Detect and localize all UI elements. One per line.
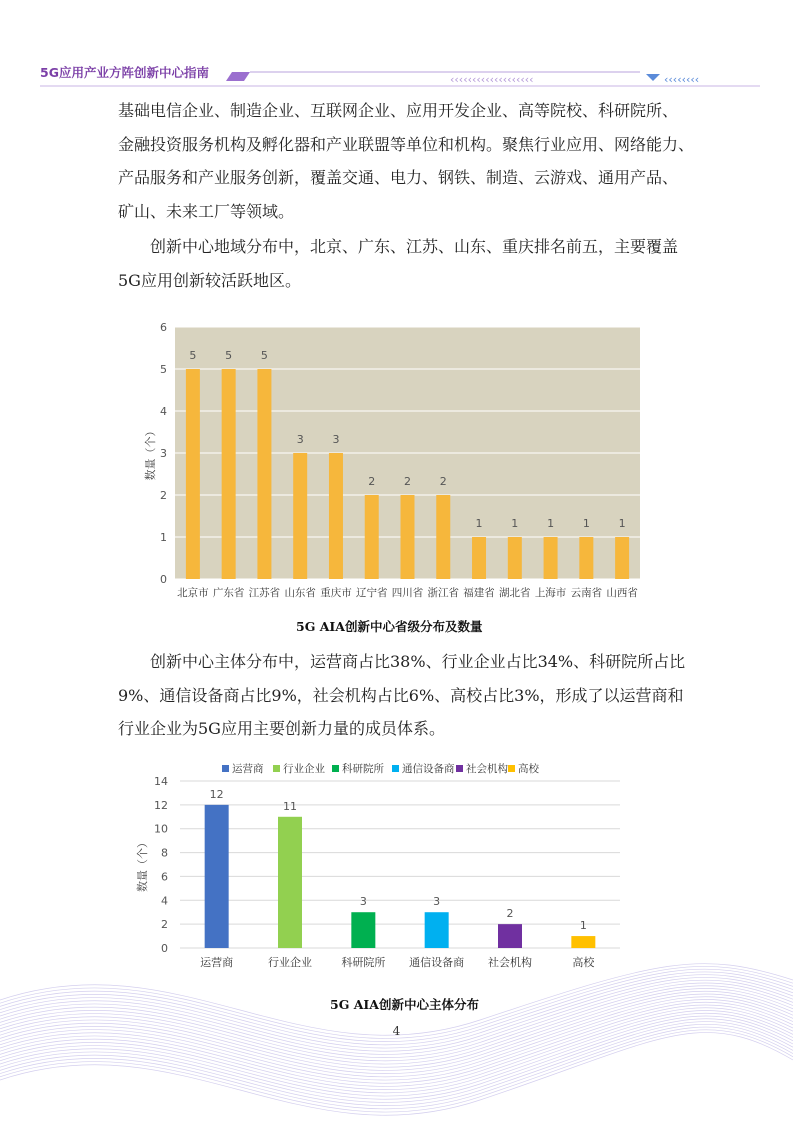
- paragraph-line: 创新中心地域分布中，北京、广东、江苏、山东、重庆排名前五，主要覆盖: [150, 237, 679, 256]
- legend-swatch: [456, 765, 463, 772]
- legend-entry: 高校: [518, 763, 539, 775]
- paragraph-line: 产品服务和产业服务创新，覆盖交通、电力、钢铁、制造、云游戏、通用产品、: [118, 168, 679, 187]
- x-tick-label: 辽宁省: [355, 587, 388, 599]
- legend-swatch: [222, 765, 229, 772]
- y-tick-label: 4: [160, 405, 167, 418]
- bar: [222, 369, 236, 579]
- legend-entry: 社会机构: [466, 763, 508, 775]
- y-tick-label: 2: [161, 918, 168, 932]
- data-label: 2: [506, 907, 514, 921]
- paragraph-3: [118, 645, 686, 746]
- wave-line: [0, 1005, 793, 1083]
- paragraph-line: 基础电信企业、制造企业、互联网企业、应用开发企业、高等院校、科研院所、: [118, 101, 679, 120]
- paragraph-line: 金融投资服务机构及孵化器和产业联盟等单位和机构。聚焦行业应用、网络能力、: [118, 134, 695, 154]
- bar: [205, 805, 229, 948]
- x-tick-label: 福建省: [463, 587, 495, 599]
- page-number: 4: [392, 1024, 401, 1038]
- x-tick-label: 运营商: [200, 956, 234, 969]
- y-tick-label: 12: [154, 798, 168, 812]
- x-tick-label: 云南省: [570, 587, 603, 599]
- legend-swatch: [392, 765, 399, 772]
- bar: [351, 912, 375, 948]
- header-title: 5G应用产业方阵创新中心指南: [40, 65, 209, 80]
- x-tick-label: 上海市: [534, 587, 567, 599]
- bar: [425, 912, 449, 948]
- paragraph-line: 5G应用创新较活跃地区。: [118, 270, 301, 290]
- bar: [544, 537, 558, 579]
- bar: [278, 817, 302, 948]
- legend-entry: 通信设备商: [402, 763, 455, 775]
- bar: [579, 537, 593, 579]
- y-tick-label: 5: [160, 363, 167, 376]
- bar: [615, 537, 629, 579]
- bar: [365, 495, 379, 579]
- y-tick-label: 1: [160, 531, 167, 544]
- y-tick-label: 6: [161, 870, 168, 884]
- data-label: 1: [547, 517, 555, 530]
- data-label: 12: [209, 787, 224, 801]
- y-tick-label: 2: [160, 489, 167, 502]
- data-label: 3: [433, 895, 441, 909]
- x-tick-label: 广东省: [212, 587, 245, 599]
- legend-entry: 科研院所: [342, 763, 384, 775]
- wave-line: [0, 1008, 793, 1087]
- legend-entry: 运营商: [232, 763, 264, 775]
- y-tick-label: 6: [160, 321, 167, 334]
- legend-swatch: [508, 765, 515, 772]
- paragraph-line: 矿山、未来工厂等领域。: [118, 201, 295, 221]
- x-tick-label: 重庆市: [320, 587, 352, 599]
- bar: [293, 453, 307, 579]
- bar: [401, 495, 415, 579]
- bar: [472, 537, 486, 579]
- header-chevrons-right: ‹‹‹‹‹‹‹‹: [664, 73, 700, 86]
- bar: [571, 936, 595, 948]
- legend-entry: 行业企业: [283, 763, 325, 775]
- bar: [436, 495, 450, 579]
- x-tick-label: 浙江省: [427, 587, 460, 599]
- bar: [508, 537, 522, 579]
- wave-line: [0, 1030, 793, 1112]
- x-tick-label: 山东省: [284, 587, 316, 599]
- x-tick-label: 北京市: [177, 587, 209, 599]
- data-label: 1: [475, 517, 483, 530]
- data-label: 3: [332, 433, 340, 446]
- paragraph-1: [118, 94, 695, 228]
- y-tick-label: 3: [160, 447, 167, 460]
- y-tick-label: 0: [161, 942, 168, 955]
- y-tick-label: 14: [154, 775, 168, 788]
- legend-swatch: [332, 765, 339, 772]
- paragraph-2: [118, 230, 678, 297]
- y-axis-label: 数量（个）: [144, 425, 157, 481]
- x-tick-label: 四川省: [391, 587, 424, 599]
- chart2-caption: 5G AIA创新中心主体分布: [330, 997, 479, 1012]
- entity-distribution-chart: [130, 755, 630, 975]
- data-label: 1: [618, 517, 626, 530]
- data-label: 2: [368, 475, 376, 488]
- wave-line: [0, 1027, 793, 1109]
- data-label: 2: [439, 475, 447, 488]
- province-distribution-chart: [120, 315, 650, 610]
- wave-line: [0, 1010, 793, 1089]
- bar: [186, 369, 200, 579]
- x-tick-label: 江苏省: [248, 587, 281, 599]
- legend-swatch: [273, 765, 280, 772]
- paragraph-line: 创新中心主体分布中，运营商占比38%、行业企业占比34%、科研院所占比: [150, 652, 686, 671]
- bar: [329, 453, 343, 579]
- bar: [257, 369, 271, 579]
- data-label: 5: [189, 349, 197, 362]
- data-label: 5: [225, 349, 233, 362]
- chart1-caption: 5G AIA创新中心省级分布及数量: [296, 619, 483, 634]
- x-tick-label: 高校: [572, 956, 595, 969]
- x-tick-label: 社会机构: [488, 956, 532, 969]
- data-label: 3: [296, 433, 304, 446]
- y-tick-label: 0: [160, 573, 167, 586]
- data-label: 3: [359, 895, 367, 909]
- header-chevrons: ‹‹‹‹‹‹‹‹‹‹‹‹‹‹‹‹‹‹‹: [450, 73, 534, 86]
- x-tick-label: 通信设备商: [409, 956, 465, 969]
- data-label: 1: [579, 919, 587, 933]
- x-tick-label: 科研院所: [341, 956, 386, 969]
- y-tick-label: 8: [161, 846, 168, 860]
- x-tick-label: 湖北省: [499, 587, 531, 599]
- x-tick-label: 山西省: [606, 587, 638, 599]
- data-label: 5: [260, 349, 268, 362]
- data-label: 1: [511, 517, 519, 530]
- data-label: 11: [283, 799, 297, 813]
- x-tick-label: 行业企业: [268, 956, 312, 969]
- y-tick-label: 4: [161, 894, 168, 908]
- y-tick-label: 10: [154, 822, 168, 836]
- bar: [498, 924, 522, 948]
- data-label: 2: [404, 475, 411, 488]
- y-axis-label: 数量（个）: [136, 837, 149, 892]
- paragraph-line: 行业企业为5G应用主要创新力量的成员体系。: [118, 719, 445, 738]
- data-label: 1: [582, 517, 590, 530]
- paragraph-line: 9%、通信设备商占比9%，社会机构占比6%、高校占比3%，形成了以运营商和: [118, 685, 684, 705]
